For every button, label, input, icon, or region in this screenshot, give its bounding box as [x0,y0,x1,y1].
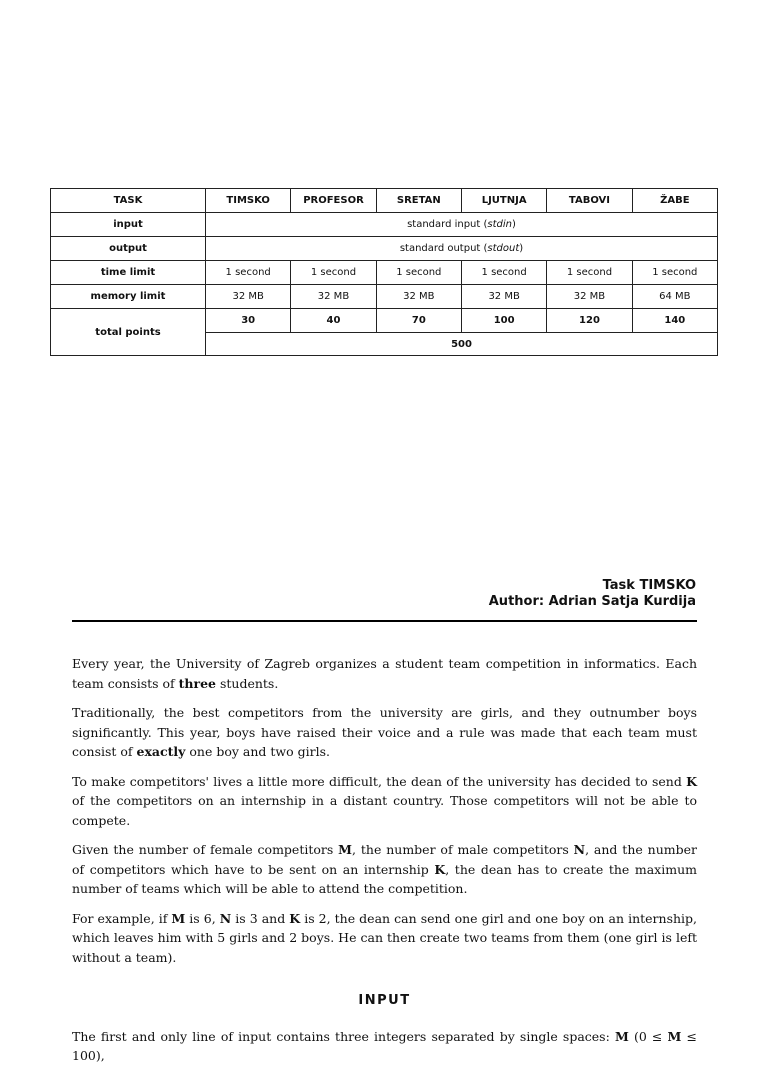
bold-text: M [667,1028,682,1044]
text: Every year, the University of Zagreb organizes a student team competition in informatics. Each team consists of [72,656,697,691]
output-value-pre: standard output ( [399,243,488,254]
input-value-em: stdin [487,219,513,230]
row-label-memory-limit: memory limit [51,285,206,309]
paragraph [72,909,697,968]
bold-text: K [289,910,301,926]
task-statement [72,654,697,1076]
time-limit-cell: 1 second [206,261,291,285]
memory-limit-cell: 32 MB [547,285,632,309]
task-author: Author: Adrian Satja Kurdija [488,594,696,609]
text: (0 ≤ [628,1028,668,1044]
paragraph [72,772,697,831]
points-cell: 100 [461,309,546,333]
task-title: Task TIMSKO [602,578,696,593]
memory-limit-cell: 32 MB [376,285,461,309]
memory-limit-cell: 32 MB [291,285,376,309]
bold-text: M [338,842,353,857]
input-value-pre: standard input ( [407,219,488,230]
bold-text: K [434,861,446,877]
time-limit-cell: 1 second [632,261,717,285]
header-task: TASK [51,189,206,213]
text: To make competitors' lives a little more difficult, the dean of the university has decided to send [72,773,687,789]
text: For example, if [72,910,172,926]
paragraph [72,840,697,899]
output-value [206,237,718,261]
header-tabovi: TABOVI [547,189,632,213]
input-value-post: ) [512,219,516,230]
text: is 2, the dean can send one girl and one boy on an internship, which leaves him with 5 girls and 2 boys. He can then create two teams from them (one girl is left without a team). [72,910,698,965]
time-limit-cell: 1 second [376,261,461,285]
input-section-title: INPUT [358,993,411,1008]
text: is 3 and [231,910,290,926]
time-limit-cell: 1 second [547,261,632,285]
text: one boy and two girls. [185,744,330,759]
points-cell: 70 [376,309,461,333]
text: , the number of male competitors [352,842,574,857]
text: of the competitors on an internship in a distant country. Those competitors will not be able to compete. [72,793,697,828]
bold-text: N [573,842,586,857]
points-cell: 140 [632,309,717,333]
header-zabe: ŽABE [632,189,717,213]
text: The first and only line of input contains three integers separated by single spaces: [72,1028,615,1044]
memory-limit-cell: 64 MB [632,285,717,309]
table-row-memory-limit [51,285,718,309]
points-cell: 30 [206,309,291,333]
table-row-total-points [51,309,718,333]
task-overview-table [50,188,718,356]
paragraph [72,703,697,762]
points-cell: 120 [547,309,632,333]
table-header-row [51,189,718,213]
memory-limit-cell: 32 MB [461,285,546,309]
text: ≤ 100), [72,1028,697,1063]
output-value-em: stdout [487,243,520,254]
bold-text: N [219,910,232,926]
time-limit-cell: 1 second [461,261,546,285]
row-label-output: output [51,237,206,261]
row-label-total-points: total points [51,309,206,356]
header-timsko: TIMSKO [206,189,291,213]
header-divider [72,620,697,622]
text: , the dean has to create the maximum number of teams which will be able to attend the competition. [72,861,697,896]
table-row-input [51,213,718,237]
output-value-post: ) [519,243,524,254]
table-row-output [51,237,718,261]
input-value [206,213,718,237]
paragraph [72,654,697,693]
table-row-time-limit [51,261,718,285]
points-sum: 500 [206,333,718,356]
task-header [489,578,696,610]
bold-text: M [614,1028,629,1044]
paragraph [72,1027,697,1066]
bold-text: K [686,773,697,789]
memory-limit-cell: 32 MB [206,285,291,309]
text: Traditionally, the best competitors from the university are girls, and they outnumber boys significantly. This year, boys have raised their voice and a rule was made that each team must consist of [72,705,697,759]
text: Given the number of female competitors [72,842,339,857]
row-label-input: input [51,213,206,237]
text: , and the number of competitors which have to be sent on an internship [72,842,697,877]
header-profesor: PROFESOR [291,189,376,213]
bold-text: M [171,910,186,926]
header-ljutnja: LJUTNJA [461,189,546,213]
time-limit-cell: 1 second [291,261,376,285]
bold-text: exactly [136,744,186,759]
row-label-time-limit: time limit [51,261,206,285]
text: students. [216,675,279,691]
text: is 6, [185,910,220,926]
bold-text: three [178,675,216,691]
points-cell: 40 [291,309,376,333]
header-sretan: SRETAN [376,189,461,213]
